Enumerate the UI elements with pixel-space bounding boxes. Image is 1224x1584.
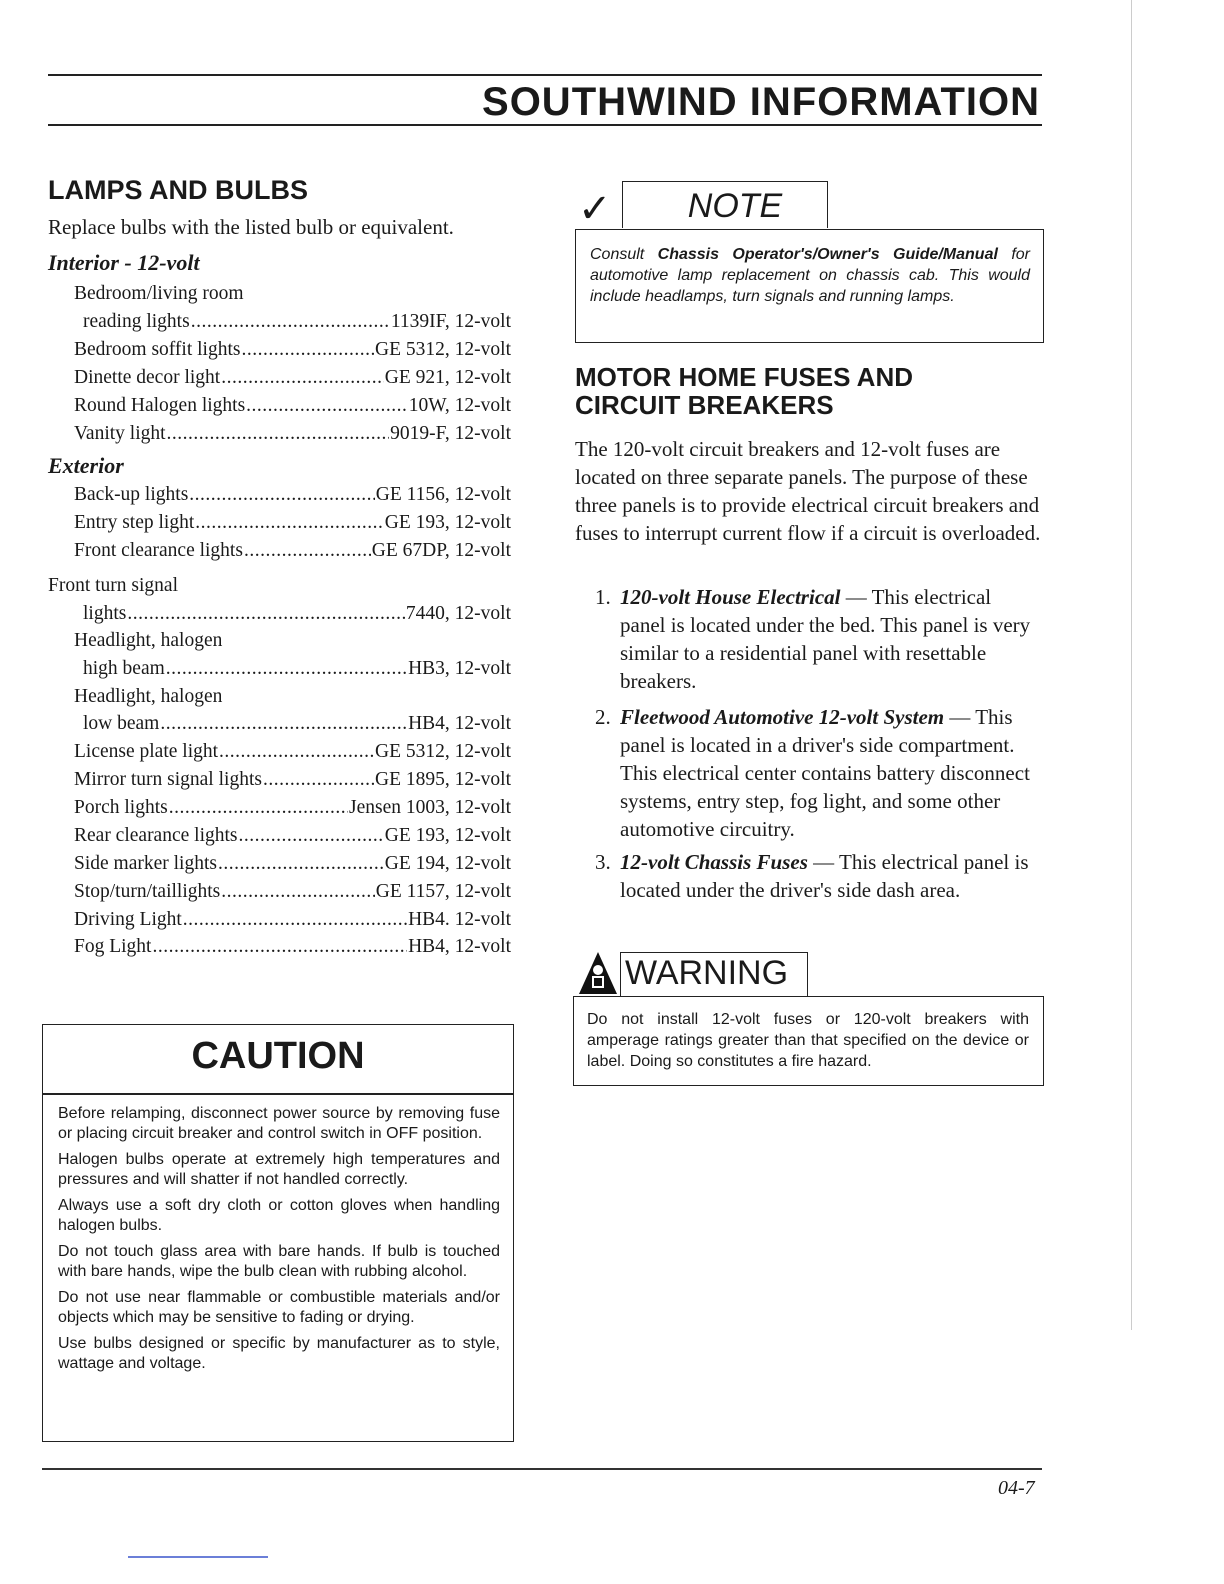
caution-title: CAUTION <box>191 1035 365 1077</box>
panel-list-item <box>595 848 1035 904</box>
caution-paragraph: Before relamping, disconnect power source by removing fuse or placing circuit breaker and control switch in OFF position. <box>58 1105 500 1142</box>
bulb-location: Dinette decor light <box>74 367 221 388</box>
warning-triangle-icon <box>577 950 619 996</box>
bulb-location: Entry step light <box>74 512 195 533</box>
bulb-location: Back-up lights <box>74 484 189 505</box>
bulb-spec: Jensen 1003, 12-volt <box>349 797 511 818</box>
page-number: 04-7 <box>998 1477 1035 1499</box>
bulb-location: high beam <box>83 658 165 679</box>
warning-body: Do not install 12-volt fuses or 120-volt breakers with amperage ratings greater than that specified on the device or label. Doing so constitutes a fire hazard. <box>587 1011 1029 1070</box>
caution-paragraph: Do not touch glass area with bare hands. If bulb is touched with bare hands, wipe the bulb clean with rubbing alcohol. <box>58 1243 500 1280</box>
motor-heading-line: MOTOR HOME FUSES AND <box>575 362 914 392</box>
list-item <box>48 481 511 509</box>
bulb-spec: 9019-F, 12-volt <box>390 423 511 444</box>
footer-rule <box>42 1468 1042 1470</box>
caution-divider <box>42 1093 514 1095</box>
motor-heading <box>575 363 913 419</box>
note-title: NOTE <box>687 187 783 225</box>
bulb-location: low beam <box>83 713 160 734</box>
lamps-heading: LAMPS AND BULBS <box>48 175 308 205</box>
bulb-spec: HB4, 12-volt <box>408 713 511 734</box>
list-item <box>48 766 511 794</box>
list-item <box>48 392 511 420</box>
list-item <box>48 710 511 738</box>
panel-list-item <box>595 703 1035 843</box>
leader-dots <box>127 600 405 628</box>
bulb-spec: 7440, 12-volt <box>405 603 511 624</box>
exterior-heading: Exterior <box>48 453 124 478</box>
bulb-spec: 1139IF, 12-volt <box>390 311 511 332</box>
leader-dots <box>219 738 374 766</box>
list-item <box>48 822 511 850</box>
header-rule-top <box>48 74 1042 76</box>
bulb-spec: GE 194, 12-volt <box>384 853 511 874</box>
bulb-spec: GE 193, 12-volt <box>384 825 511 846</box>
note-manual-title: Chassis Operator's/Owner's Guide/Manual <box>657 246 998 263</box>
list-number: 3. <box>595 850 611 874</box>
panel-title: 12-volt Chassis Fuses <box>620 850 808 874</box>
caution-paragraph: Use bulbs designed or specific by manufacturer as to style, wattage and voltage. <box>58 1335 500 1372</box>
bulb-location: lights <box>83 603 127 624</box>
list-item <box>48 420 511 448</box>
bulb-spec: HB3, 12-volt <box>408 658 511 679</box>
leader-dots <box>167 420 390 448</box>
bulb-spec: GE 921, 12-volt <box>384 367 511 388</box>
bulb-spec: GE 193, 12-volt <box>384 512 511 533</box>
header-rule-bottom <box>48 124 1042 126</box>
bulb-spec: 10W, 12-volt <box>408 395 511 416</box>
list-item <box>48 738 511 766</box>
leader-dots <box>195 509 384 537</box>
checkmark-icon: ✓ <box>578 186 612 232</box>
leader-dots <box>263 766 374 794</box>
interior-heading: Interior - 12-volt <box>48 250 200 275</box>
caution-paragraph: Do not use near flammable or combustible materials and/or objects which may be sensitive to fading or drying. <box>58 1289 500 1326</box>
bulb-spec: GE 67DP, 12-volt <box>371 540 511 561</box>
list-number: 2. <box>595 705 611 729</box>
footer-accent-line <box>128 1556 268 1558</box>
panel-title: 120-volt House Electrical <box>620 585 841 609</box>
lamps-intro: Replace bulbs with the listed bulb or equivalent. <box>48 215 454 239</box>
list-item <box>48 850 511 878</box>
list-item <box>48 308 511 336</box>
bulb-location: Driving Light <box>74 909 182 930</box>
bulb-location: Side marker lights <box>74 853 217 874</box>
leader-dots <box>241 336 374 364</box>
bulb-location: Vanity light <box>74 423 166 444</box>
leader-dots <box>221 364 384 392</box>
panel-description: — This panel is located in a driver's side compartment. This electrical center contains battery disconnect systems, entry step, fog light, and some other automotive circuitry. <box>620 705 1030 841</box>
list-item <box>48 878 511 906</box>
leader-dots <box>191 308 390 336</box>
leader-dots <box>183 906 407 934</box>
leader-dots <box>152 933 407 961</box>
leader-dots <box>166 655 407 683</box>
list-item <box>48 336 511 364</box>
leader-dots <box>239 822 384 850</box>
leader-dots <box>189 481 374 509</box>
bulb-location: Mirror turn signal lights <box>74 769 262 790</box>
panel-description: — This electrical panel is located under the driver's side dash area. <box>620 850 1029 902</box>
motor-intro: The 120-volt circuit breakers and 12-volt fuses are located on three separate panels. The purpose of these three panels is to provide electrical circuit breakers and fuses to interrupt current flow if a circuit is overloaded. <box>575 437 1041 545</box>
panel-list-item <box>595 583 1035 695</box>
list-item <box>48 537 511 565</box>
leader-dots <box>218 850 384 878</box>
list-item <box>48 655 511 683</box>
bulb-spec: GE 1157, 12-volt <box>375 881 511 902</box>
bulb-spec: GE 5312, 12-volt <box>375 339 511 360</box>
panel-title: Fleetwood Automotive 12-volt System <box>620 705 945 729</box>
bulb-location: Bedroom soffit lights <box>74 339 241 360</box>
bulb-spec: GE 1156, 12-volt <box>375 484 511 505</box>
list-number: 1. <box>595 585 611 609</box>
bulb-spec: HB4. 12-volt <box>408 909 511 930</box>
list-item <box>48 600 511 628</box>
leader-dots <box>169 794 348 822</box>
list-item <box>48 933 511 961</box>
front-turn-label: Front turn signal <box>48 575 178 596</box>
bulb-spec: GE 5312, 12-volt <box>375 741 511 762</box>
list-item <box>48 509 511 537</box>
leader-dots <box>221 878 375 906</box>
caution-paragraph: Halogen bulbs operate at extremely high temperatures and pressures and will shatter if not handled correctly. <box>58 1151 500 1188</box>
bulb-location: Rear clearance lights <box>74 825 238 846</box>
leader-dots <box>160 710 407 738</box>
page-edge-line <box>1131 0 1132 1330</box>
note-text: for automotive lamp replacement on chassis cab. This would include headlamps, turn signals and running lamps. <box>590 246 1030 305</box>
page-title: SOUTHWIND INFORMATION <box>482 80 1040 124</box>
warning-title: WARNING <box>625 954 789 992</box>
bulb-spec: GE 1895, 12-volt <box>375 769 511 790</box>
list-item <box>48 794 511 822</box>
bulb-location: Front clearance lights <box>74 540 243 561</box>
bulb-location: Fog Light <box>74 936 152 957</box>
list-item <box>48 364 511 392</box>
bulb-location: Porch lights <box>74 797 168 818</box>
bulb-location: Round Halogen lights <box>74 395 246 416</box>
bulb-location: reading lights <box>83 311 190 332</box>
bulb-spec: HB4, 12-volt <box>408 936 511 957</box>
motor-heading-line: CIRCUIT BREAKERS <box>575 390 834 420</box>
leader-dots <box>244 537 371 565</box>
panel-description: — This electrical panel is located under the bed. This panel is very similar to a residential panel with resettable breakers. <box>620 585 1031 693</box>
bulb-location: License plate light <box>74 741 219 762</box>
caution-body <box>58 1104 500 1380</box>
note-text: Consult <box>590 246 658 263</box>
note-body <box>590 244 1030 307</box>
leader-dots <box>246 392 408 420</box>
headlight-label: Headlight, halogen <box>74 686 223 707</box>
list-item <box>48 906 511 934</box>
bulb-location: Stop/turn/taillights <box>74 881 221 902</box>
headlight-label: Headlight, halogen <box>74 630 223 651</box>
bedroom-label: Bedroom/living room <box>74 283 244 304</box>
caution-paragraph: Always use a soft dry cloth or cotton gloves when handling halogen bulbs. <box>58 1197 500 1234</box>
